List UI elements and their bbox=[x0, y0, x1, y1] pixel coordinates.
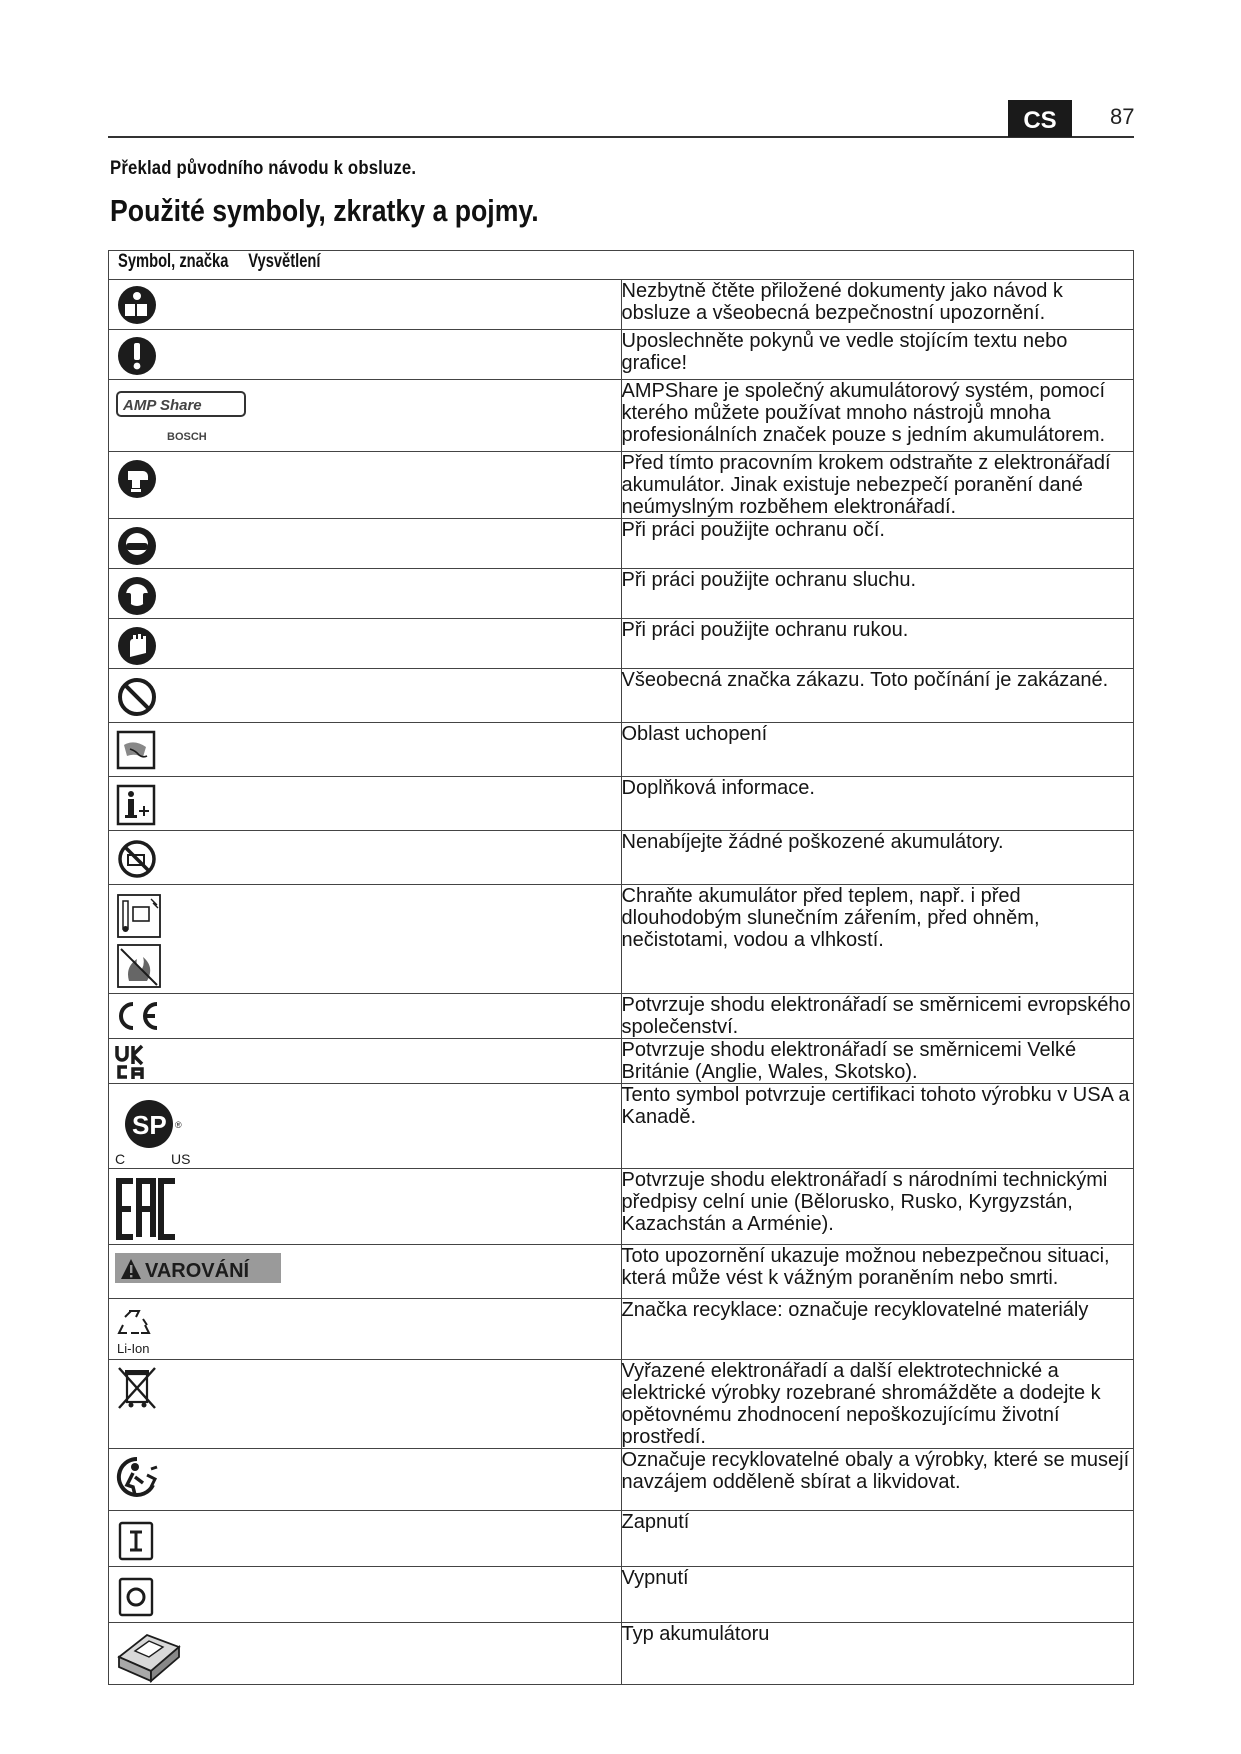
symbol-cell bbox=[109, 1623, 622, 1685]
explanation-cell: Při práci použijte ochranu sluchu. bbox=[621, 569, 1134, 619]
ukca-mark-icon bbox=[115, 1043, 155, 1081]
section-title: Použité symboly, zkratky a pojmy. bbox=[110, 193, 539, 228]
weee-bin-icon bbox=[115, 1364, 161, 1412]
explanation-cell: Uposlechněte pokynů ve vedle stojícím textu nebo grafice! bbox=[621, 330, 1134, 380]
symbol-cell bbox=[109, 1169, 622, 1245]
warning-badge-text: VAROVÁNÍ bbox=[145, 1260, 250, 1282]
explanation-cell: Označuje recyklovatelné obaly a výrobky, které se musejí navzájem odděleně sbírat a likvidovat. bbox=[621, 1449, 1134, 1511]
table-header bbox=[109, 251, 1134, 280]
symbol-cell bbox=[109, 1567, 622, 1623]
eac-mark-icon bbox=[115, 1173, 195, 1243]
symbol-cell bbox=[109, 723, 622, 777]
symbol-cell bbox=[109, 452, 622, 519]
explanation-cell: Tento symbol potvrzuje certifikaci tohoto výrobku v USA a Kanadě. bbox=[621, 1084, 1134, 1169]
page-number: 87 bbox=[1110, 104, 1135, 129]
table-row bbox=[109, 619, 1134, 669]
symbol-cell bbox=[109, 519, 622, 569]
symbol-cell bbox=[109, 1360, 622, 1449]
hand-protection-icon bbox=[115, 623, 159, 667]
table-row bbox=[109, 1449, 1134, 1511]
explanation-cell: Značka recyklace: označuje recyklovatelné materiály bbox=[621, 1299, 1134, 1360]
no-charge-damaged-battery-icon bbox=[115, 835, 159, 881]
table-row bbox=[109, 1299, 1134, 1360]
symbol-cell bbox=[109, 1449, 622, 1511]
table-row bbox=[109, 569, 1134, 619]
explanation-cell: Vyřazené elektronářadí a další elektrotechnické a elektrické výrobky rozebrané shromážděte a dodejte k opětovnému zhodnocení nepoškozujícímu životní prostředí. bbox=[621, 1360, 1134, 1449]
table-row bbox=[109, 1511, 1134, 1567]
table-row bbox=[109, 723, 1134, 777]
explanation-cell: Doplňková informace. bbox=[621, 777, 1134, 831]
symbol-cell bbox=[109, 380, 622, 452]
table-row bbox=[109, 885, 1134, 994]
symbol-cell bbox=[109, 1039, 622, 1084]
explanation-cell: Před tímto pracovním krokem odstraňte z elektronářadí akumulátor. Jinak existuje nebezpečí poranění dané neúmyslným rozběhem elektronářadí. bbox=[621, 452, 1134, 519]
table-row bbox=[109, 1567, 1134, 1623]
table-row bbox=[109, 1039, 1134, 1084]
table-row bbox=[109, 380, 1134, 452]
li-ion-caption: Li-Ion bbox=[117, 1341, 150, 1356]
svg-text:SP: SP bbox=[132, 1110, 167, 1140]
table-row bbox=[109, 831, 1134, 885]
warning-badge-icon bbox=[115, 1249, 285, 1289]
grip-area-icon bbox=[115, 727, 159, 773]
explanation-cell: AMPShare je společný akumulátorový systém, pomocí kterého můžete používat mnoho nástrojů mnoha profesionálních značek pouze s jedním akumulátorem. bbox=[621, 380, 1134, 452]
table-row bbox=[109, 994, 1134, 1039]
symbols-table bbox=[108, 250, 1134, 1685]
ampshare-logo-sub: BOSCH bbox=[167, 431, 207, 443]
svg-text:®: ® bbox=[175, 1120, 182, 1130]
table-row bbox=[109, 519, 1134, 569]
symbol-cell bbox=[109, 994, 622, 1039]
symbol-cell bbox=[109, 569, 622, 619]
ampshare-logo-icon bbox=[115, 384, 255, 448]
explanation-cell: Oblast uchopení bbox=[621, 723, 1134, 777]
table-row bbox=[109, 330, 1134, 380]
symbol-cell bbox=[109, 1084, 622, 1169]
explanation-cell: Chraňte akumulátor před teplem, např. i před dlouhodobým slunečním zářením, před ohněm, nečistotami, vodou a vlhkostí. bbox=[621, 885, 1134, 994]
svg-text:US: US bbox=[171, 1151, 191, 1167]
explanation-cell: Při práci použijte ochranu rukou. bbox=[621, 619, 1134, 669]
symbol-cell bbox=[109, 280, 622, 330]
explanation-cell: Toto upozornění ukazuje možnou nebezpečnou situaci, která může vést k vážným poraněním nebo smrti. bbox=[621, 1245, 1134, 1299]
csa-mark-icon bbox=[115, 1088, 205, 1168]
table-row bbox=[109, 1360, 1134, 1449]
symbol-cell bbox=[109, 831, 622, 885]
explanation-cell: Potvrzuje shodu elektronářadí s národními technickými předpisy celní unie (Bělorusko, Rusko, Kyrgyzstán, Kazachstán a Arménie). bbox=[621, 1169, 1134, 1245]
table-row bbox=[109, 452, 1134, 519]
symbol-cell bbox=[109, 885, 622, 994]
explanation-cell: Při práci použijte ochranu očí. bbox=[621, 519, 1134, 569]
eye-protection-icon bbox=[115, 523, 159, 567]
ear-protection-icon bbox=[115, 573, 159, 617]
svg-text:C: C bbox=[115, 1151, 126, 1167]
symbol-cell bbox=[109, 1245, 622, 1299]
switch-on-icon bbox=[115, 1515, 159, 1563]
symbol-cell bbox=[109, 777, 622, 831]
prohibition-icon bbox=[115, 673, 159, 717]
ampshare-logo-text: AMP Share bbox=[123, 397, 202, 414]
table-row bbox=[109, 280, 1134, 330]
explanation-cell: Vypnutí bbox=[621, 1567, 1134, 1623]
explanation-cell: Nezbytně čtěte přiložené dokumenty jako návod k obsluze a všeobecná bezpečnostní upozornění. bbox=[621, 280, 1134, 330]
table-row bbox=[109, 777, 1134, 831]
remove-battery-icon bbox=[115, 456, 159, 500]
symbol-cell bbox=[109, 1511, 622, 1567]
language-tab: CS bbox=[1008, 100, 1072, 137]
ce-mark-icon bbox=[115, 998, 163, 1034]
info-plus-icon bbox=[115, 781, 159, 827]
table-row bbox=[109, 669, 1134, 723]
battery-heat-icon bbox=[115, 889, 165, 993]
header-rule bbox=[108, 136, 1134, 138]
table-row bbox=[109, 1169, 1134, 1245]
explanation-cell: Nenabíjejte žádné poškozené akumulátory. bbox=[621, 831, 1134, 885]
column-header-symbol: Symbol, značka bbox=[118, 251, 229, 272]
symbol-cell bbox=[109, 330, 622, 380]
explanation-cell: Potvrzuje shodu elektronářadí se směrnicemi Velké Británie (Anglie, Wales, Skotsko). bbox=[621, 1039, 1134, 1084]
recyclable-packaging-icon bbox=[115, 1453, 165, 1503]
explanation-cell: Typ akumulátoru bbox=[621, 1623, 1134, 1685]
exclamation-icon bbox=[115, 334, 159, 376]
explanation-cell: Všeobecná značka zákazu. Toto počínání je zakázané. bbox=[621, 669, 1134, 723]
read-manual-icon bbox=[115, 284, 159, 326]
table-header-row bbox=[109, 251, 1134, 280]
table-row bbox=[109, 1245, 1134, 1299]
symbol-cell bbox=[109, 1299, 622, 1360]
table-row bbox=[109, 1084, 1134, 1169]
column-header-explanation: Vysvětlení bbox=[248, 251, 321, 272]
table-row bbox=[109, 1623, 1134, 1685]
battery-pack-icon bbox=[115, 1627, 185, 1683]
document-subtitle: Překlad původního návodu k obsluze. bbox=[110, 158, 417, 179]
explanation-cell: Potvrzuje shodu elektronářadí se směrnicemi evropského společenství. bbox=[621, 994, 1134, 1039]
symbol-cell bbox=[109, 619, 622, 669]
switch-off-icon bbox=[115, 1571, 159, 1619]
symbol-cell bbox=[109, 669, 622, 723]
explanation-cell: Zapnutí bbox=[621, 1511, 1134, 1567]
li-ion-recycling-icon bbox=[115, 1303, 175, 1359]
